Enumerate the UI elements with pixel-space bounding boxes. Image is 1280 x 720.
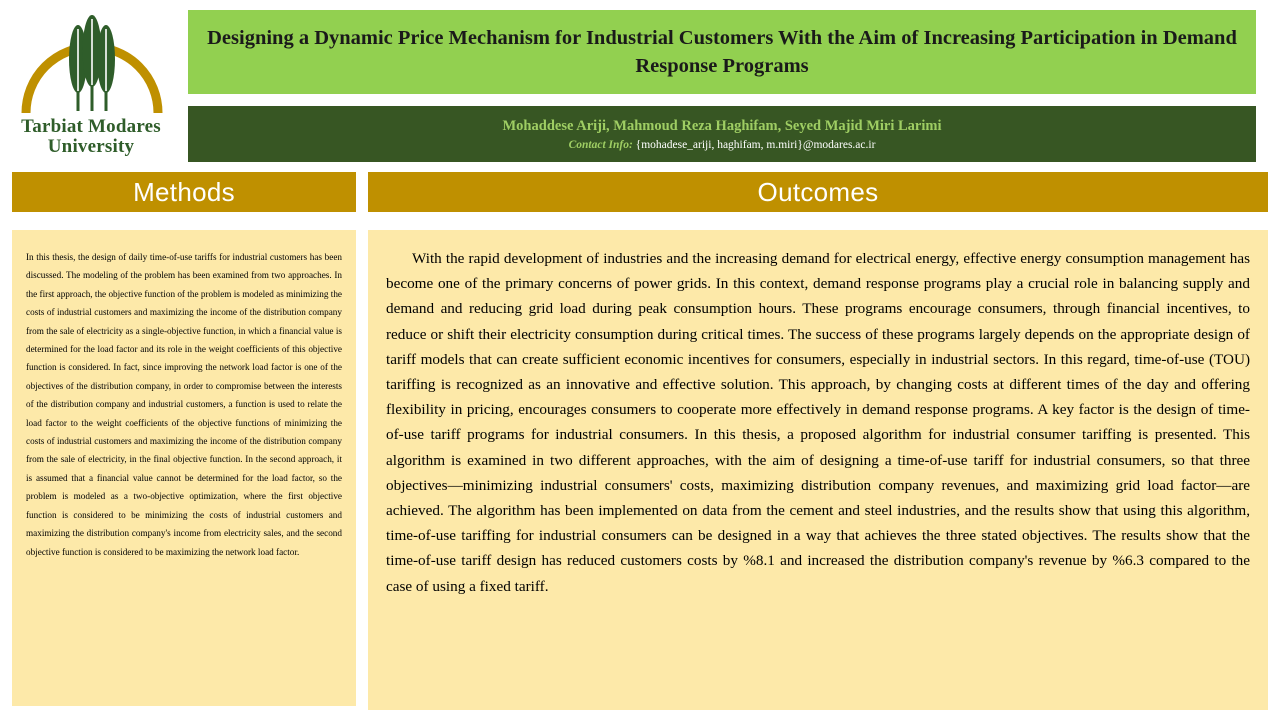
contact-info	[569, 139, 876, 151]
logo-line-1: Tarbiat Modares	[21, 116, 161, 137]
logo-icon	[16, 15, 166, 115]
contact-label: Contact Info:	[568, 138, 633, 151]
author-list: Mohaddese Ariji, Mahmoud Reza Haghifam, Seyed Majid Miri Larimi	[502, 117, 942, 134]
outcomes-text: With the rapid development of industries and the increasing demand for electrical energy, effective energy consumption management has become one of the primary concerns of power grids. In this context, demand response programs play a crucial role in balancing supply and demand and reducing grid load during peak consumption hours. These programs encourage consumers, through financial incentives, to reduce or shift their electricity consumption during critical times. The success of these programs largely depends on the appropriate design of tariff models that can create sufficient economic incentives for consumers, especially in industrial sectors. In this regard, time-of-use (TOU) tariffing is recognized as an innovative and effective solution. This approach, by changing costs at different times of the day and offering flexibility in pricing, encourages consumers to cooperate more effectively in demand response programs. A key factor is the design of time-of-use tariff programs for industrial consumers. In this thesis, a proposed algorithm for industrial consumer tariffing is presented. This algorithm is examined in two different approaches, with the aim of designing a time-of-use tariff for industrial consumers, so that three objectives—minimizing industrial consumers' costs, maximizing distribution company revenues, and maximizing grid load factor—are achieved. The algorithm has been implemented on data from the cement and steel industries, and the results show that using this algorithm, time-of-use tariffing for industrial consumers can be designed in a way that achieves the three stated objectives. The results show that the time-of-use tariff design has reduced customers costs by %8.1 and increased the distribution company's revenue by %6.3 compared to the case of using a fixed tariff.	[386, 250, 1250, 595]
university-logo	[0, 6, 182, 166]
contact-email: {mohadese_ariji, haghifam, m.miri}@modares.ac.ir	[635, 138, 876, 151]
authors-band	[186, 104, 1258, 164]
methods-body	[12, 230, 356, 706]
title-band	[186, 8, 1258, 96]
outcomes-column	[368, 172, 1268, 710]
logo-line-2: University	[47, 136, 135, 157]
outcomes-heading: Outcomes	[368, 172, 1268, 212]
methods-column	[12, 172, 356, 710]
methods-heading: Methods	[12, 172, 356, 212]
university-name	[21, 117, 161, 157]
methods-text: In this thesis, the design of daily time-of-use tariffs for industrial customers has been discussed. The modeling of the problem has been examined from two approaches. In the first approach, the objective function of the problem is modeled as minimizing the costs of industrial customers and maximizing the income of the distribution company from the sale of electricity as a single-objective function, in which a financial value is determined for the load factor and its role in the weight coefficients of this objective function is considered. In fact, since improving the network load factor is one of the objectives of the distribution company, in order to compromise between the interests of the distribution company and industrial customers, a function is used to relate the load factor to the weight coefficients of the objective functions of minimizing the costs of industrial customers and maximizing the income of the distribution company from the sale of electricity, in the final objective function. In the second approach, it is assumed that a financial value cannot be determined for the load factor, so the problem is modeled as a two-objective optimization, where the first objective function is considered to be minimizing the costs of industrial customers and maximizing the distribution company's income from electricity sales, and the second objective function is considered to be maximizing the network load factor.	[26, 252, 342, 557]
outcomes-body	[368, 230, 1268, 710]
poster-header	[0, 0, 1280, 168]
poster-title: Designing a Dynamic Price Mechanism for Industrial Customers With the Aim of Increasing Participation in Demand Response Programs	[207, 27, 1237, 77]
university-logo-mark	[16, 15, 166, 115]
